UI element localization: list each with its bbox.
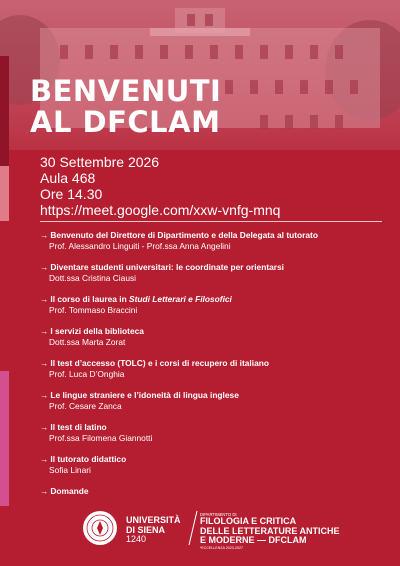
agenda-item-title-emphasis: Studi Letterari e Filosofici bbox=[129, 294, 232, 304]
arrow-right-icon: → bbox=[40, 422, 49, 432]
agenda-item bbox=[40, 390, 390, 422]
department-prefix: DIPARTIMENTO DI bbox=[200, 512, 237, 517]
agenda-item-title: Benvenuto del Direttore di Dipartimento e della Delegata al tutorato bbox=[50, 230, 318, 240]
title-line-1: BENVENUTI bbox=[30, 74, 222, 108]
agenda-item bbox=[40, 422, 390, 454]
agenda-item-title: Il test di latino bbox=[50, 422, 107, 432]
agenda-item-speaker: Dott.ssa Marta Zorat bbox=[49, 336, 126, 347]
agenda-item bbox=[40, 358, 390, 390]
arrow-right-icon: → bbox=[40, 294, 49, 304]
agenda-item bbox=[40, 326, 390, 358]
agenda-item bbox=[40, 294, 390, 326]
event-link[interactable]: https://meet.google.com/xxw-vnfg-mnq bbox=[40, 202, 281, 218]
agenda-item-title: Il test d’accesso (TOLC) e i corsi di recupero di italiano bbox=[50, 358, 269, 368]
agenda-item-title: I servizi della biblioteca bbox=[50, 326, 144, 336]
footer-logos bbox=[82, 510, 382, 550]
agenda-item-title: Diventare studenti universitari: le coordinate per orientarsi bbox=[50, 262, 285, 272]
department-name-line-3: E MODERNE — DFCLAM bbox=[200, 535, 307, 545]
agenda-item-title: Le lingue straniere e l’idoneità di lingua inglese bbox=[50, 390, 239, 400]
side-color-bar bbox=[0, 56, 9, 506]
arrow-right-icon: → bbox=[40, 486, 49, 496]
department-name-line-2: DELLE LETTERATURE ANTICHE bbox=[200, 525, 340, 536]
university-name-line-1: UNIVERSITÀ bbox=[126, 515, 181, 525]
agenda-item-speaker: Prof. Tommaso Braccini bbox=[49, 304, 138, 315]
separator-slash-icon bbox=[188, 510, 198, 546]
agenda-item-title: Domande bbox=[50, 486, 89, 496]
arrow-right-icon: → bbox=[40, 454, 49, 464]
agenda-item-speaker: Sofia Linari bbox=[49, 464, 91, 475]
university-logo-text bbox=[126, 516, 181, 545]
arrow-right-icon: → bbox=[40, 262, 49, 272]
arrow-right-icon: → bbox=[40, 390, 49, 400]
title-line-2: AL DFCLAM bbox=[30, 105, 221, 139]
agenda-item-title: Il tutorato didattico bbox=[50, 454, 127, 464]
department-excellence-note: *ECCELLENZA 2023-2027 bbox=[200, 545, 243, 550]
agenda-item-speaker: Prof. Cesare Zanca bbox=[49, 400, 122, 411]
agenda-item-speaker: Prof.ssa Filomena Giannotti bbox=[49, 432, 153, 443]
agenda-item-speaker: Prof. Alessandro Linguiti - Prof.ssa Anna Angelini bbox=[49, 240, 231, 251]
arrow-right-icon: → bbox=[40, 358, 49, 368]
agenda-item bbox=[40, 230, 390, 262]
agenda-item-title: Il corso di laurea in bbox=[50, 294, 130, 304]
divider bbox=[40, 221, 382, 222]
agenda-item bbox=[40, 454, 390, 486]
agenda-item-speaker: Prof. Luca D’Onghia bbox=[49, 368, 125, 379]
university-name-line-2: DI SIENA bbox=[126, 524, 166, 535]
university-seal-icon bbox=[82, 510, 118, 546]
department-logo-text bbox=[200, 512, 340, 551]
university-year: 1240 bbox=[126, 534, 147, 544]
agenda-item-speaker: Dott.ssa Cristina Ciausi bbox=[49, 272, 137, 283]
agenda-list bbox=[40, 230, 390, 518]
agenda-item bbox=[40, 262, 390, 294]
event-room: Aula 468 bbox=[40, 170, 96, 186]
department-name-line-1: FILOLOGIA E CRITICA bbox=[200, 516, 297, 526]
event-time: Ore 14.30 bbox=[40, 186, 103, 202]
arrow-right-icon: → bbox=[40, 230, 49, 240]
event-date: 30 Settembre 2026 bbox=[40, 154, 160, 170]
event-info bbox=[40, 154, 280, 218]
arrow-right-icon: → bbox=[40, 326, 49, 336]
page-title bbox=[30, 76, 221, 138]
